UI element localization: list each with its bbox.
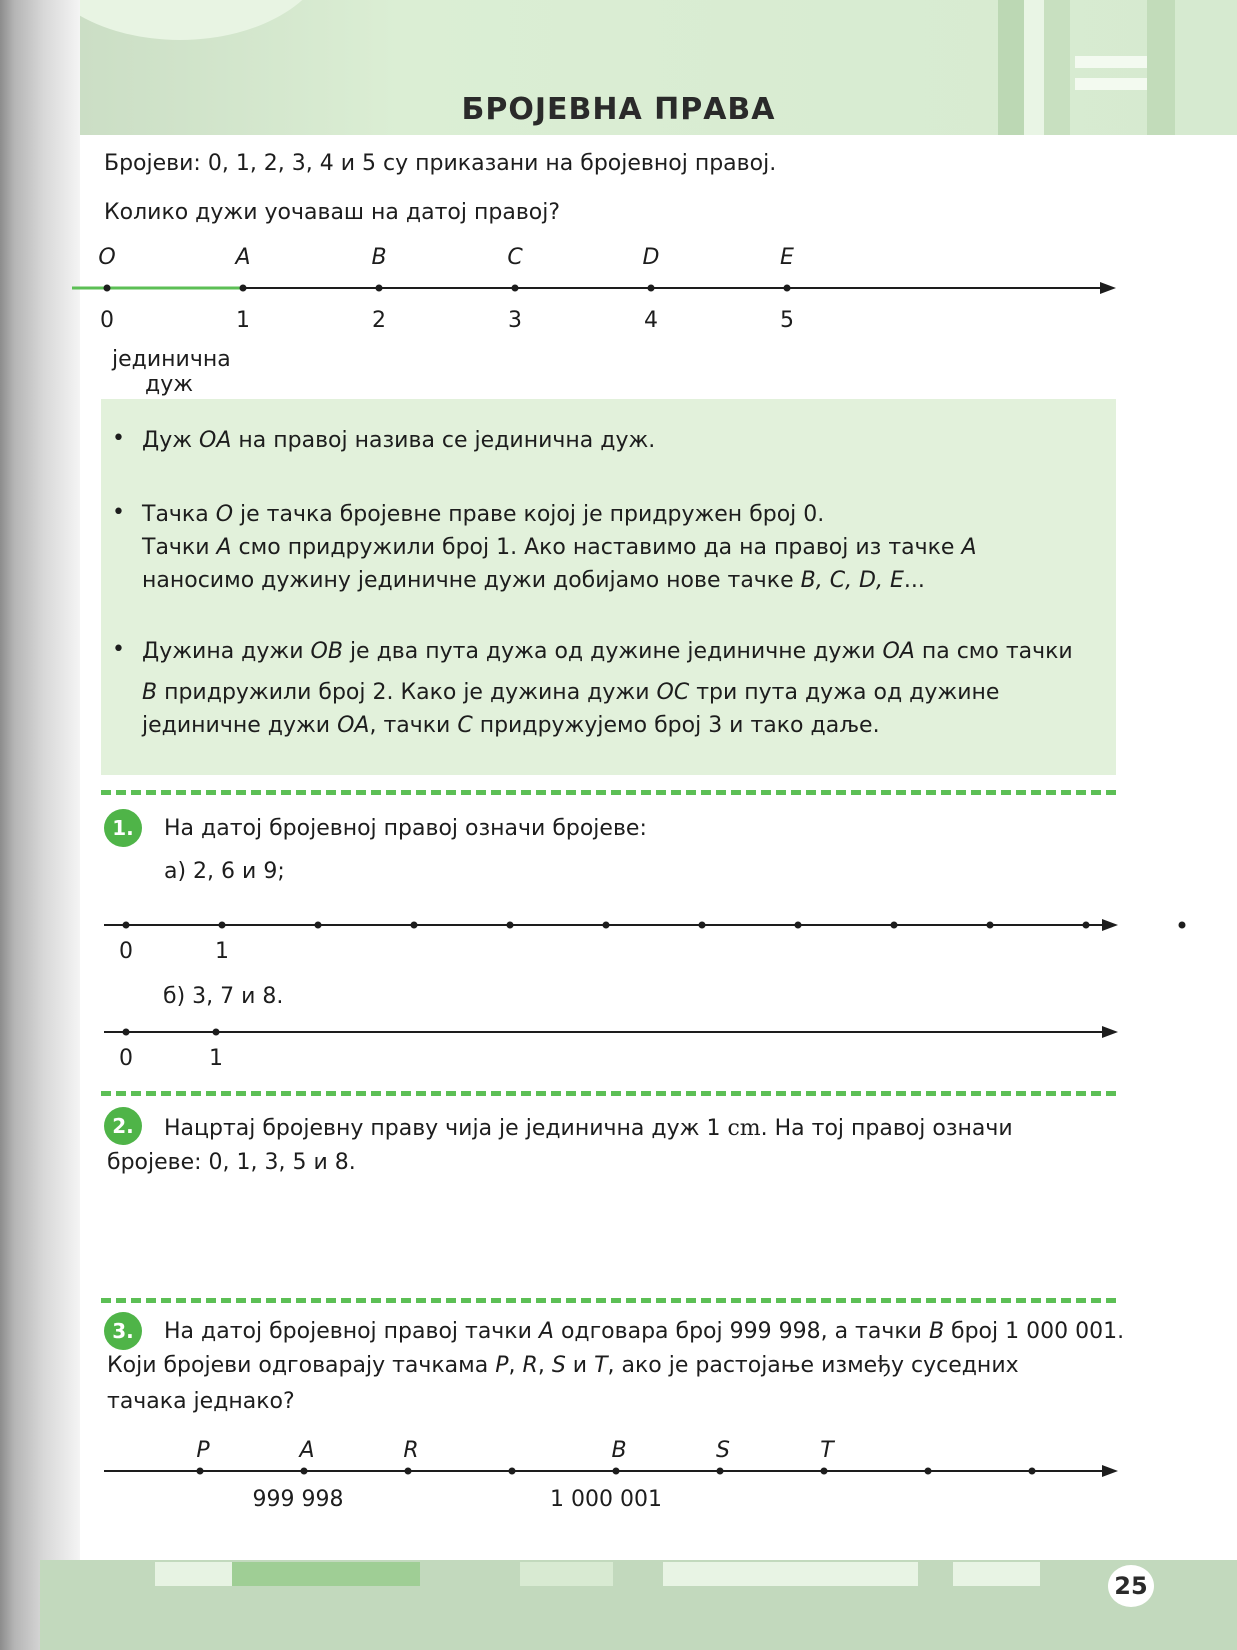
- value-label-a: 999 998: [252, 1487, 344, 1512]
- bullet-dot: •: [112, 637, 125, 662]
- task-3-line-1: На датој бројевној правој тачки A одговара број 999 998, а тачки B број 1 000 001.: [164, 1319, 1125, 1344]
- tick-label-one: 1: [209, 1046, 223, 1071]
- bullet-dot: •: [112, 500, 125, 525]
- tick-label-zero: 0: [119, 939, 133, 964]
- point-label-A: A: [299, 1438, 315, 1463]
- number-line-arrow: [1100, 282, 1116, 294]
- point-dot-B: [376, 285, 383, 292]
- info-bullet-2-line-3: наносимо дужину јединичне дужи добијамо нове тачке B, C, D, E...: [142, 568, 925, 593]
- tick-dot: [509, 1468, 516, 1475]
- tick-dot: [821, 1468, 828, 1475]
- tick-dot: [123, 922, 130, 929]
- point-label-T: T: [820, 1438, 834, 1463]
- arrow: [1102, 1465, 1118, 1477]
- page-number: 25: [1108, 1565, 1154, 1607]
- point-dot-D: [648, 285, 655, 292]
- task-2-badge: 2.: [104, 1107, 142, 1145]
- point-dot-A: [240, 285, 247, 292]
- task-3-line-3: тачака једнако?: [107, 1389, 295, 1414]
- intro-line-1: Бројеви: 0, 1, 2, 3, 4 и 5 су приказани на бројевној правој.: [104, 151, 777, 176]
- tick-label-zero: 0: [119, 1046, 133, 1071]
- point-label-E: E: [780, 245, 794, 270]
- tick-dot: [123, 1029, 130, 1036]
- point-number: 4: [644, 308, 658, 333]
- point-number: 5: [780, 308, 794, 333]
- point-label-O: O: [98, 245, 116, 270]
- tick-dot: [699, 922, 706, 929]
- tick-dot: [197, 1468, 204, 1475]
- tick-dot: [213, 1029, 220, 1036]
- task-3-number-line[interactable]: [0, 1420, 1237, 1520]
- tick-dot: [613, 1468, 620, 1475]
- section-divider: [101, 1091, 1116, 1096]
- tick-dot: [603, 922, 610, 929]
- info-bullet-3-line-2: B придружили број 2. Како је дужина дужи OC три пута дужа од дужине: [142, 680, 1000, 705]
- footer-strip: [953, 1562, 1040, 1586]
- tick-label-one: 1: [215, 939, 229, 964]
- task-2-line-2: бројеве: 0, 1, 3, 5 и 8.: [107, 1150, 356, 1175]
- point-label-C: C: [507, 245, 523, 270]
- task-3-line-2: Који бројеви одговарају тачкама P, R, S и T, ако је растојање између суседних: [107, 1353, 1019, 1378]
- task-1b-number-line[interactable]: [0, 1005, 1237, 1085]
- point-label-D: D: [642, 245, 660, 270]
- point-label-A: A: [235, 245, 251, 270]
- arrow: [1102, 919, 1118, 931]
- task-3-badge: 3.: [104, 1312, 142, 1350]
- tick-dot: [405, 1468, 412, 1475]
- arrow: [1102, 1026, 1118, 1038]
- tick-dot: [1083, 922, 1090, 929]
- tick-dot: [891, 922, 898, 929]
- point-number: 1: [236, 308, 250, 333]
- tick-dot: [219, 922, 226, 929]
- tick-dot: [925, 1468, 932, 1475]
- footer-strip: [232, 1562, 420, 1586]
- info-bullet-1: Дуж OA на правој назива се јединична дуж.: [142, 428, 656, 453]
- task-1b-label: б) 3, 7 и 8.: [163, 984, 284, 1009]
- info-bullet-3-line-1: Дужина дужи OB је два пута дужа од дужине јединичне дужи OA па смо тачки: [142, 639, 1073, 664]
- info-bullet-2-line-1: Тачка O је тачка бројевне праве којој је придружен број 0.: [142, 502, 825, 527]
- tick-dot: [795, 922, 802, 929]
- point-dot-E: [784, 285, 791, 292]
- point-dot-O: [104, 285, 111, 292]
- footer-strip: [520, 1562, 613, 1586]
- unit-label-1: јединична: [112, 347, 231, 372]
- point-label-B: B: [611, 1438, 627, 1463]
- point-label-S: S: [716, 1438, 730, 1463]
- task-1a-number-line[interactable]: [0, 900, 1237, 980]
- unit-label-2: дуж: [145, 372, 194, 397]
- tick-dot: [315, 922, 322, 929]
- footer-strip: [155, 1562, 232, 1586]
- point-label-P: P: [196, 1438, 210, 1463]
- page-title: БРОЈЕВНА ПРАВА: [461, 92, 776, 127]
- tick-dot: [1179, 922, 1186, 929]
- point-number: 2: [372, 308, 386, 333]
- point-label-B: B: [371, 245, 387, 270]
- info-bullet-3-line-3: јединичне дужи OA, тачки C придружујемо број 3 и тако даље.: [142, 713, 880, 738]
- task-1a-label: а) 2, 6 и 9;: [164, 859, 285, 884]
- info-bullet-2-line-2: Тачки A смо придружили број 1. Ако наставимо да на правој из тачке A: [142, 535, 977, 560]
- tick-dot: [987, 922, 994, 929]
- point-number: 3: [508, 308, 522, 333]
- task-1-badge: 1.: [104, 809, 142, 847]
- task-1-text: На датој бројевној правој означи бројеве:: [164, 816, 647, 841]
- bullet-dot: •: [112, 426, 125, 451]
- main-number-line: [0, 0, 1237, 400]
- point-dot-C: [512, 285, 519, 292]
- footer-strip: [663, 1562, 918, 1586]
- tick-dot: [717, 1468, 724, 1475]
- tick-dot: [301, 1468, 308, 1475]
- intro-line-2: Колико дужи уочаваш на датој правој?: [104, 200, 561, 225]
- tick-dot: [1029, 1468, 1036, 1475]
- section-divider: [101, 1298, 1116, 1303]
- point-label-R: R: [403, 1438, 419, 1463]
- section-divider: [101, 790, 1116, 795]
- value-label-b: 1 000 001: [550, 1487, 662, 1512]
- tick-dot: [411, 922, 418, 929]
- task-2-line-1: Нацртај бројевну праву чија је јединична дуж 1 cm. На тој правој означи: [164, 1116, 1013, 1141]
- tick-dot: [507, 922, 514, 929]
- point-number: 0: [100, 308, 114, 333]
